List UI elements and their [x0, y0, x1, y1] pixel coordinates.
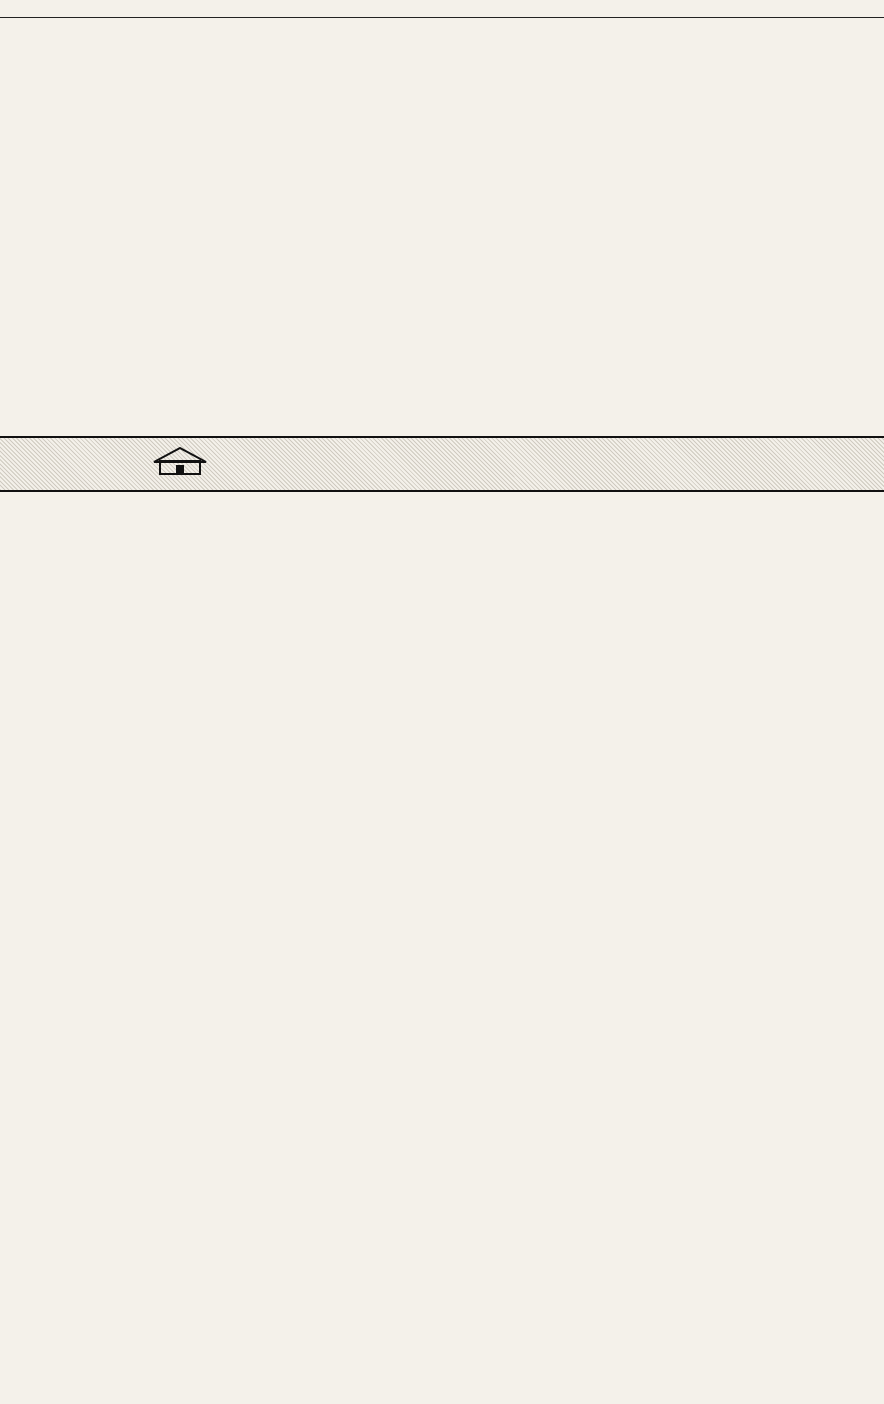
help-wanted-section: [0, 19, 884, 433]
home-service-guide-banner: [0, 436, 884, 492]
page-header: [0, 0, 884, 18]
house-icon: [150, 446, 210, 476]
service-guide-section: [0, 491, 884, 1404]
